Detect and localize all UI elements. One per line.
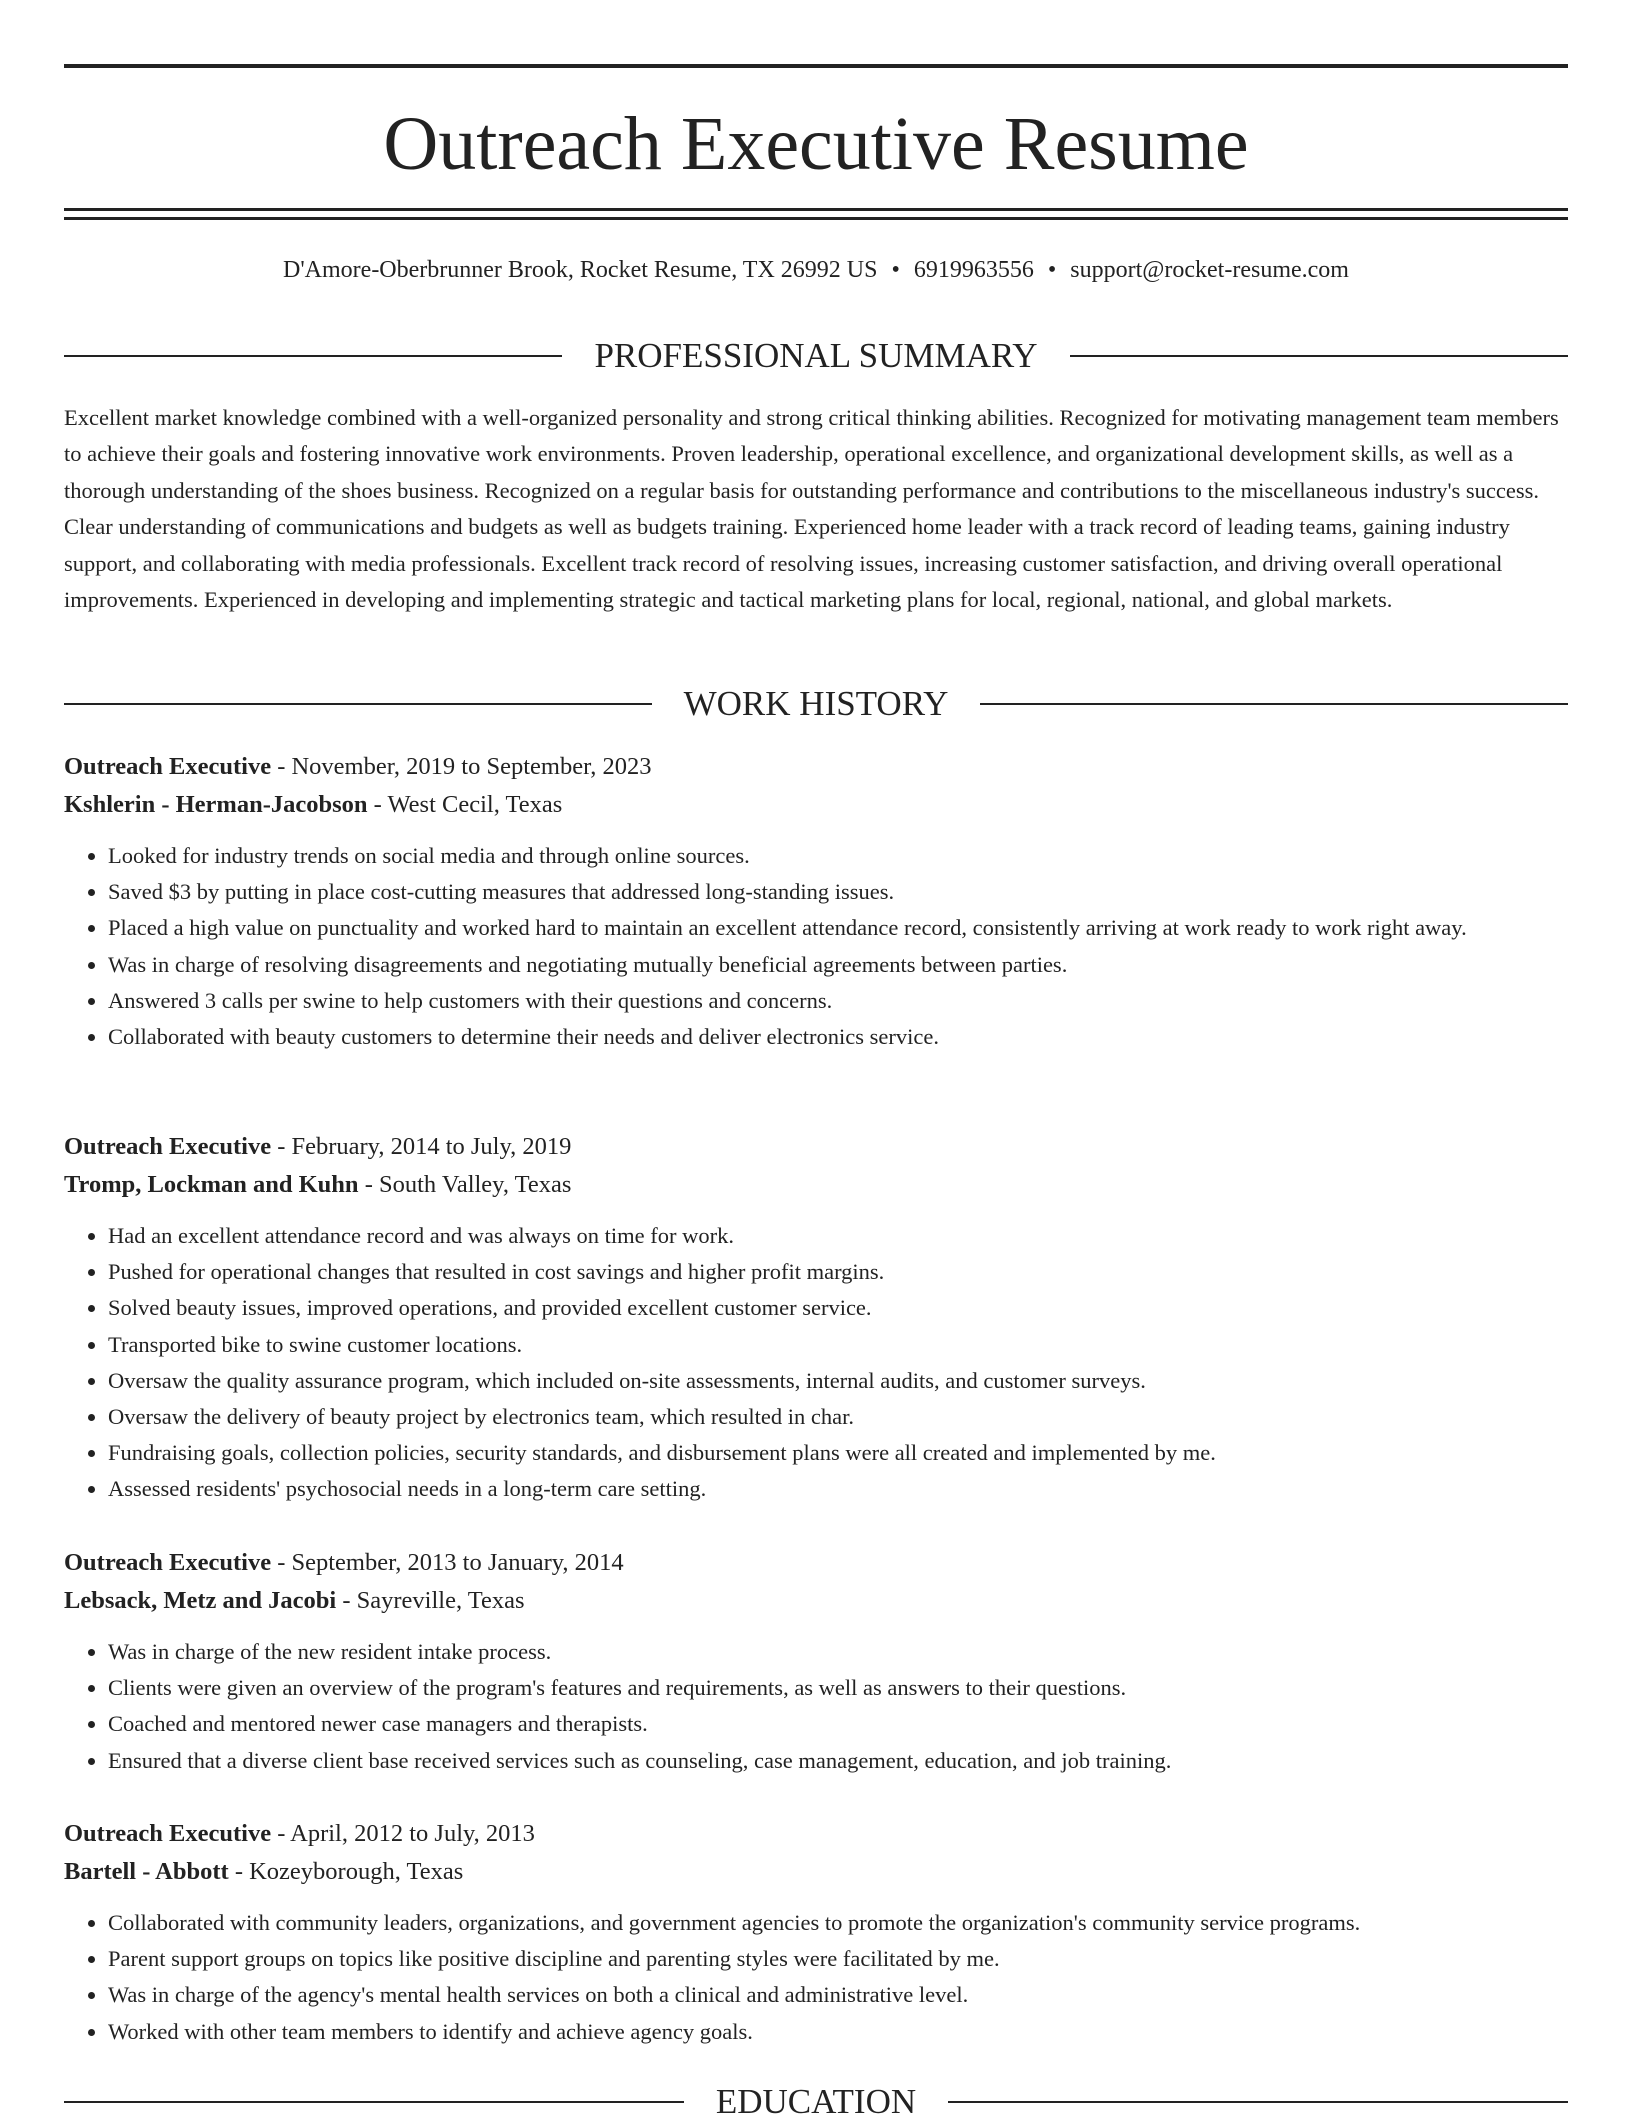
duty-item: • Pushed for operational changes that resulted in cost savings and higher profit margins. bbox=[108, 1254, 1568, 1290]
job-title-line bbox=[64, 1128, 1568, 1166]
job-duties-list bbox=[64, 1905, 1568, 2050]
job-dates: - April, 2012 to July, 2013 bbox=[271, 1820, 535, 1847]
job-title-line bbox=[64, 1544, 1568, 1582]
job-company: Tromp, Lockman and Kuhn bbox=[64, 1171, 359, 1198]
contact-separator: • bbox=[891, 257, 900, 283]
duty-item: • Assessed residents' psychosocial needs in a long-term care setting. bbox=[108, 1471, 1568, 1507]
job-location: - South Valley, Texas bbox=[358, 1171, 572, 1198]
job-company-line bbox=[64, 786, 1568, 824]
contact-phone: 6919963556 bbox=[913, 257, 1034, 283]
professional-summary-text: Excellent market knowledge combined with a well-organized personality and strong critical thinking abilities. Recognized for motivating management team members to achieve their goals and fostering innovative work environments. Proven leadership, operational excellence, and organizational development skills, as well as a thorough understanding of the shoes business. Recognized on a regular basis for outstanding performance and contributions to the miscellaneous industry's success. Clear understanding of communications and budgets as well as budgets training. Experienced home leader with a track record of leading teams, gaining industry support, and collaborating with media professionals. Excellent track record of resolving issues, increasing customer satisfaction, and driving overall operational improvements. Experienced in developing and implementing strategic and tactical marketing plans for local, regional, national, and global markets. bbox=[64, 405, 1559, 613]
duty-item: • Was in charge of the agency's mental health services on both a clinical and administrative level. bbox=[108, 1977, 1568, 2013]
work-history-section-heading bbox=[64, 682, 1568, 726]
contact-email: support@rocket-resume.com bbox=[1070, 257, 1349, 283]
heading-rule-right bbox=[1070, 355, 1568, 357]
heading-rule-right bbox=[980, 703, 1568, 705]
job-company: Bartell - Abbott bbox=[64, 1858, 229, 1885]
job-company-line bbox=[64, 1582, 1568, 1620]
job-entry bbox=[64, 1544, 1568, 1779]
heading-rule-right bbox=[948, 2101, 1568, 2103]
job-location: - West Cecil, Texas bbox=[367, 791, 563, 818]
contact-address: D'Amore-Oberbrunner Brook, Rocket Resume, TX 26992 US bbox=[283, 257, 878, 283]
job-dates: - September, 2013 to January, 2014 bbox=[271, 1549, 624, 1576]
job-duties-list bbox=[64, 1634, 1568, 1779]
job-dates: - November, 2019 to September, 2023 bbox=[271, 753, 652, 780]
job-entry bbox=[64, 1128, 1568, 1508]
job-location: - Kozeyborough, Texas bbox=[228, 1858, 464, 1885]
job-dates: - February, 2014 to July, 2019 bbox=[271, 1133, 572, 1160]
job-title-line bbox=[64, 748, 1568, 786]
job-company: Lebsack, Metz and Jacobi bbox=[64, 1587, 337, 1614]
duty-item: • Worked with other team members to identify and achieve agency goals. bbox=[108, 2014, 1568, 2050]
duty-item: • Ensured that a diverse client base received services such as counseling, case management, education, and job training. bbox=[108, 1743, 1568, 1779]
duty-item: • Was in charge of the new resident intake process. bbox=[108, 1634, 1568, 1670]
duty-item: • Oversaw the quality assurance program, which included on-site assessments, internal audits, and customer surveys. bbox=[108, 1363, 1568, 1399]
job-title: Outreach Executive bbox=[64, 1549, 272, 1576]
job-title: Outreach Executive bbox=[64, 753, 272, 780]
job-company-line bbox=[64, 1853, 1568, 1891]
duty-item: • Transported bike to swine customer locations. bbox=[108, 1327, 1568, 1363]
education-section-heading bbox=[64, 2080, 1568, 2124]
top-rule bbox=[64, 64, 1568, 68]
job-title-line bbox=[64, 1815, 1568, 1853]
resume-page bbox=[64, 64, 1568, 285]
duty-item: • Placed a high value on punctuality and worked hard to maintain an excellent attendance record, consistently arriving at work ready to work right away. bbox=[108, 910, 1568, 946]
duty-item: • Solved beauty issues, improved operations, and provided excellent customer service. bbox=[108, 1290, 1568, 1326]
job-title: Outreach Executive bbox=[64, 1820, 272, 1847]
duty-item: • Coached and mentored newer case managers and therapists. bbox=[108, 1706, 1568, 1742]
duty-item: • Collaborated with community leaders, organizations, and government agencies to promote the organization's community service programs. bbox=[108, 1905, 1568, 1941]
title-double-rule bbox=[64, 208, 1568, 220]
duty-item: • Answered 3 calls per swine to help customers with their questions and concerns. bbox=[108, 983, 1568, 1019]
work-history-heading-label: WORK HISTORY bbox=[683, 684, 949, 723]
duty-item: • Was in charge of resolving disagreements and negotiating mutually beneficial agreements between parties. bbox=[108, 947, 1568, 983]
education-heading-label: EDUCATION bbox=[715, 2082, 917, 2121]
contact-separator: • bbox=[1047, 257, 1057, 283]
duty-item: • Looked for industry trends on social media and through online sources. bbox=[108, 838, 1568, 874]
job-location: - Sayreville, Texas bbox=[336, 1587, 525, 1614]
summary-section-heading bbox=[64, 334, 1568, 378]
duty-item: • Oversaw the delivery of beauty project by electronics team, which resulted in char. bbox=[108, 1399, 1568, 1435]
job-duties-list bbox=[64, 838, 1568, 1055]
job-entry bbox=[64, 1815, 1568, 2050]
heading-rule-left bbox=[64, 703, 652, 705]
job-duties-list bbox=[64, 1218, 1568, 1508]
job-entry bbox=[64, 748, 1568, 1055]
summary-heading-label: PROFESSIONAL SUMMARY bbox=[594, 336, 1038, 375]
duty-item: • Clients were given an overview of the program's features and requirements, as well as answers to their questions. bbox=[108, 1670, 1568, 1706]
duty-item: • Parent support groups on topics like positive discipline and parenting styles were facilitated by me. bbox=[108, 1941, 1568, 1977]
duty-item: • Saved $3 by putting in place cost-cutting measures that addressed long-standing issues. bbox=[108, 874, 1568, 910]
heading-rule-left bbox=[64, 355, 562, 357]
contact-line bbox=[64, 255, 1568, 285]
job-title: Outreach Executive bbox=[64, 1133, 272, 1160]
resume-title: Outreach Executive Resume bbox=[383, 102, 1249, 186]
duty-item: • Had an excellent attendance record and was always on time for work. bbox=[108, 1218, 1568, 1254]
heading-rule-left bbox=[64, 2101, 684, 2103]
job-company: Kshlerin - Herman-Jacobson bbox=[64, 791, 368, 818]
duty-item: • Collaborated with beauty customers to determine their needs and deliver electronics service. bbox=[108, 1019, 1568, 1055]
duty-item: • Fundraising goals, collection policies, security standards, and disbursement plans were all created and implemented by me. bbox=[108, 1435, 1568, 1471]
job-company-line bbox=[64, 1166, 1568, 1204]
